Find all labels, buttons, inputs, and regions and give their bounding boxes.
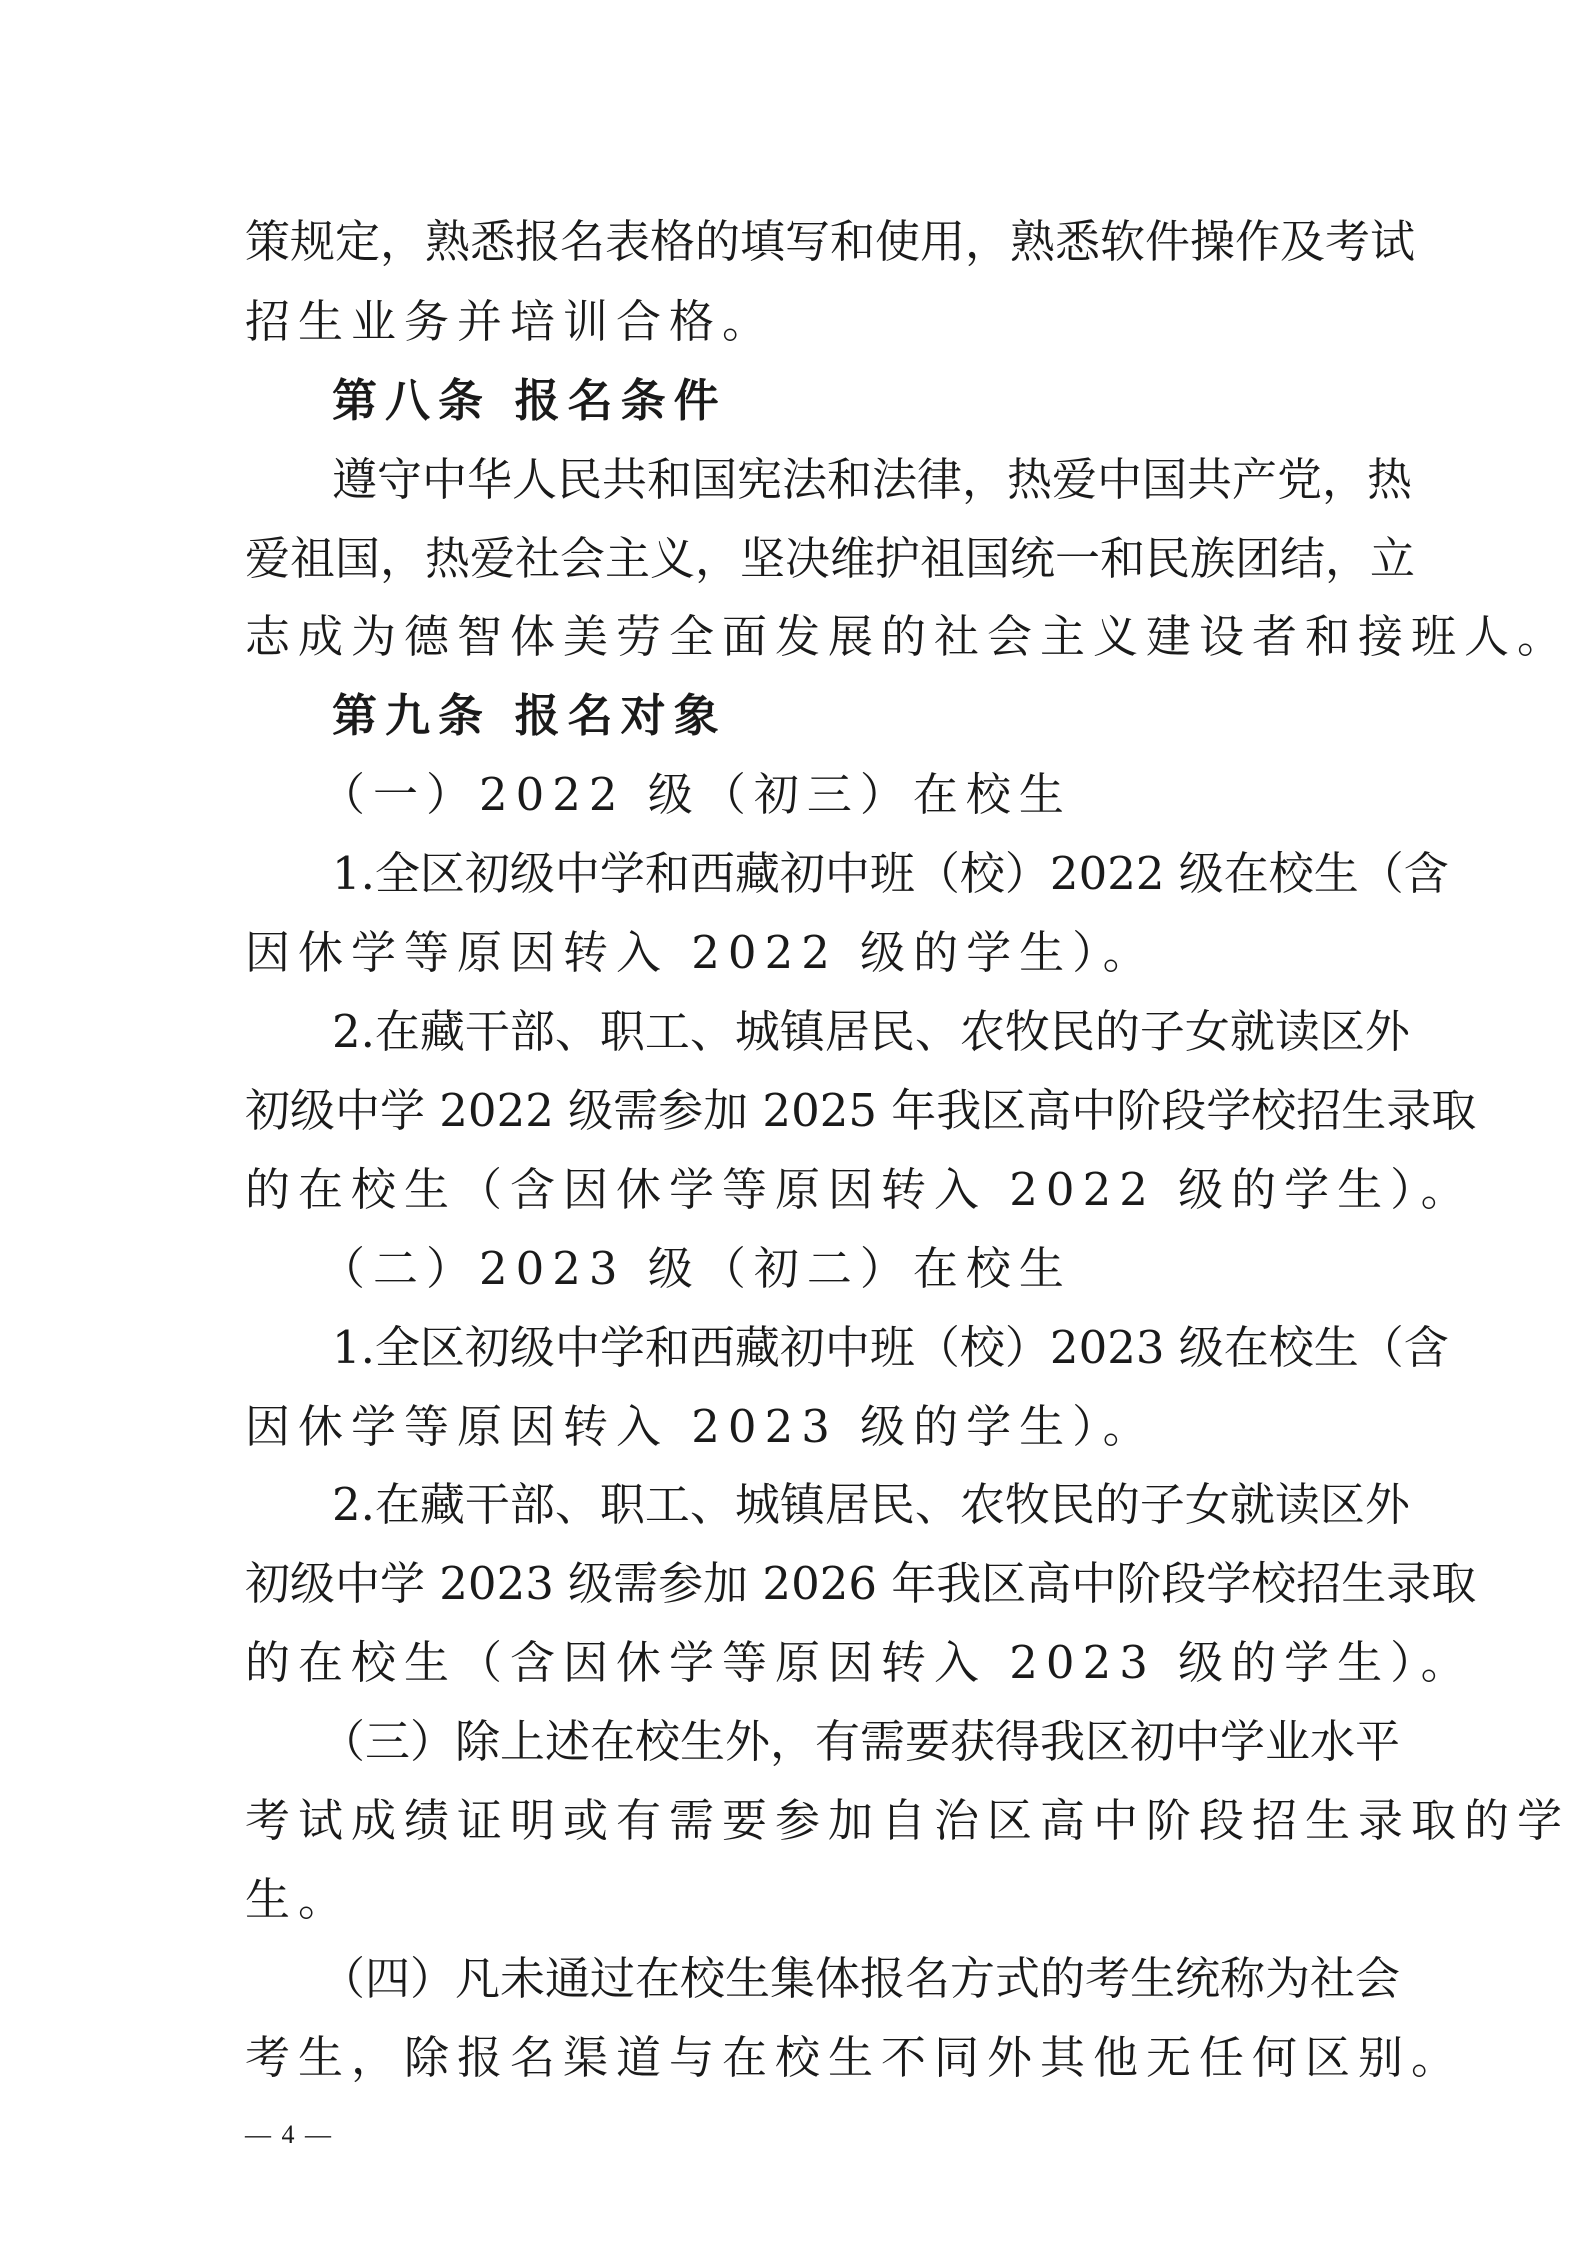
- paragraph-line: 招生业务并培训合格。: [245, 295, 776, 348]
- paragraph-line: 志成为德智体美劳全面发展的社会主义建设者和接班人。: [245, 610, 1571, 663]
- paragraph-line: 因休学等原因转入 2022 级的学生）。: [245, 926, 1156, 979]
- paragraph-line: 初级中学 2022 级需参加 2025 年我区高中阶段学校招生录取: [245, 1084, 1477, 1137]
- article-heading: 第八条 报名条件: [332, 374, 727, 427]
- paragraph-line: 生。: [245, 1873, 352, 1926]
- paragraph-line: 因休学等原因转入 2023 级的学生）。: [245, 1400, 1156, 1453]
- paragraph-line: 遵守中华人民共和国宪法和法律，热爱中国共产党，热: [332, 453, 1413, 506]
- paragraph-line: 2.在藏干部、职工、城镇居民、农牧民的子女就读区外: [332, 1478, 1410, 1531]
- paragraph-line: 2.在藏干部、职工、城镇居民、农牧民的子女就读区外: [332, 1005, 1410, 1058]
- paragraph-line: 策规定，熟悉报名表格的填写和使用，熟悉软件操作及考试: [245, 215, 1416, 268]
- section-heading: （二）2023 级（初二）在校生: [320, 1242, 1072, 1295]
- paragraph-line: 考生，除报名渠道与在校生不同外其他无任何区别。: [245, 2031, 1465, 2084]
- paragraph-line: （三）除上述在校生外，有需要获得我区初中学业水平: [320, 1715, 1401, 1768]
- paragraph-line: 爱祖国，热爱社会主义，坚决维护祖国统一和民族团结，立: [245, 532, 1416, 585]
- paragraph-line: 1.全区初级中学和西藏初中班（校）2023 级在校生（含: [332, 1321, 1449, 1374]
- paragraph-line: 的在校生（含因休学等原因转入 2023 级的学生）。: [245, 1636, 1474, 1689]
- paragraph-line: 考试成绩证明或有需要参加自治区高中阶段招生录取的学: [245, 1794, 1571, 1847]
- page-number: — 4 —: [245, 2120, 333, 2149]
- paragraph-line: （四）凡未通过在校生集体报名方式的考生统称为社会: [320, 1952, 1401, 2005]
- article-heading: 第九条 报名对象: [332, 689, 727, 742]
- section-heading: （一）2022 级（初三）在校生: [320, 768, 1072, 821]
- paragraph-line: 1.全区初级中学和西藏初中班（校）2022 级在校生（含: [332, 847, 1449, 900]
- paragraph-line: 初级中学 2023 级需参加 2026 年我区高中阶段学校招生录取: [245, 1557, 1477, 1610]
- paragraph-line: 的在校生（含因休学等原因转入 2022 级的学生）。: [245, 1163, 1474, 1216]
